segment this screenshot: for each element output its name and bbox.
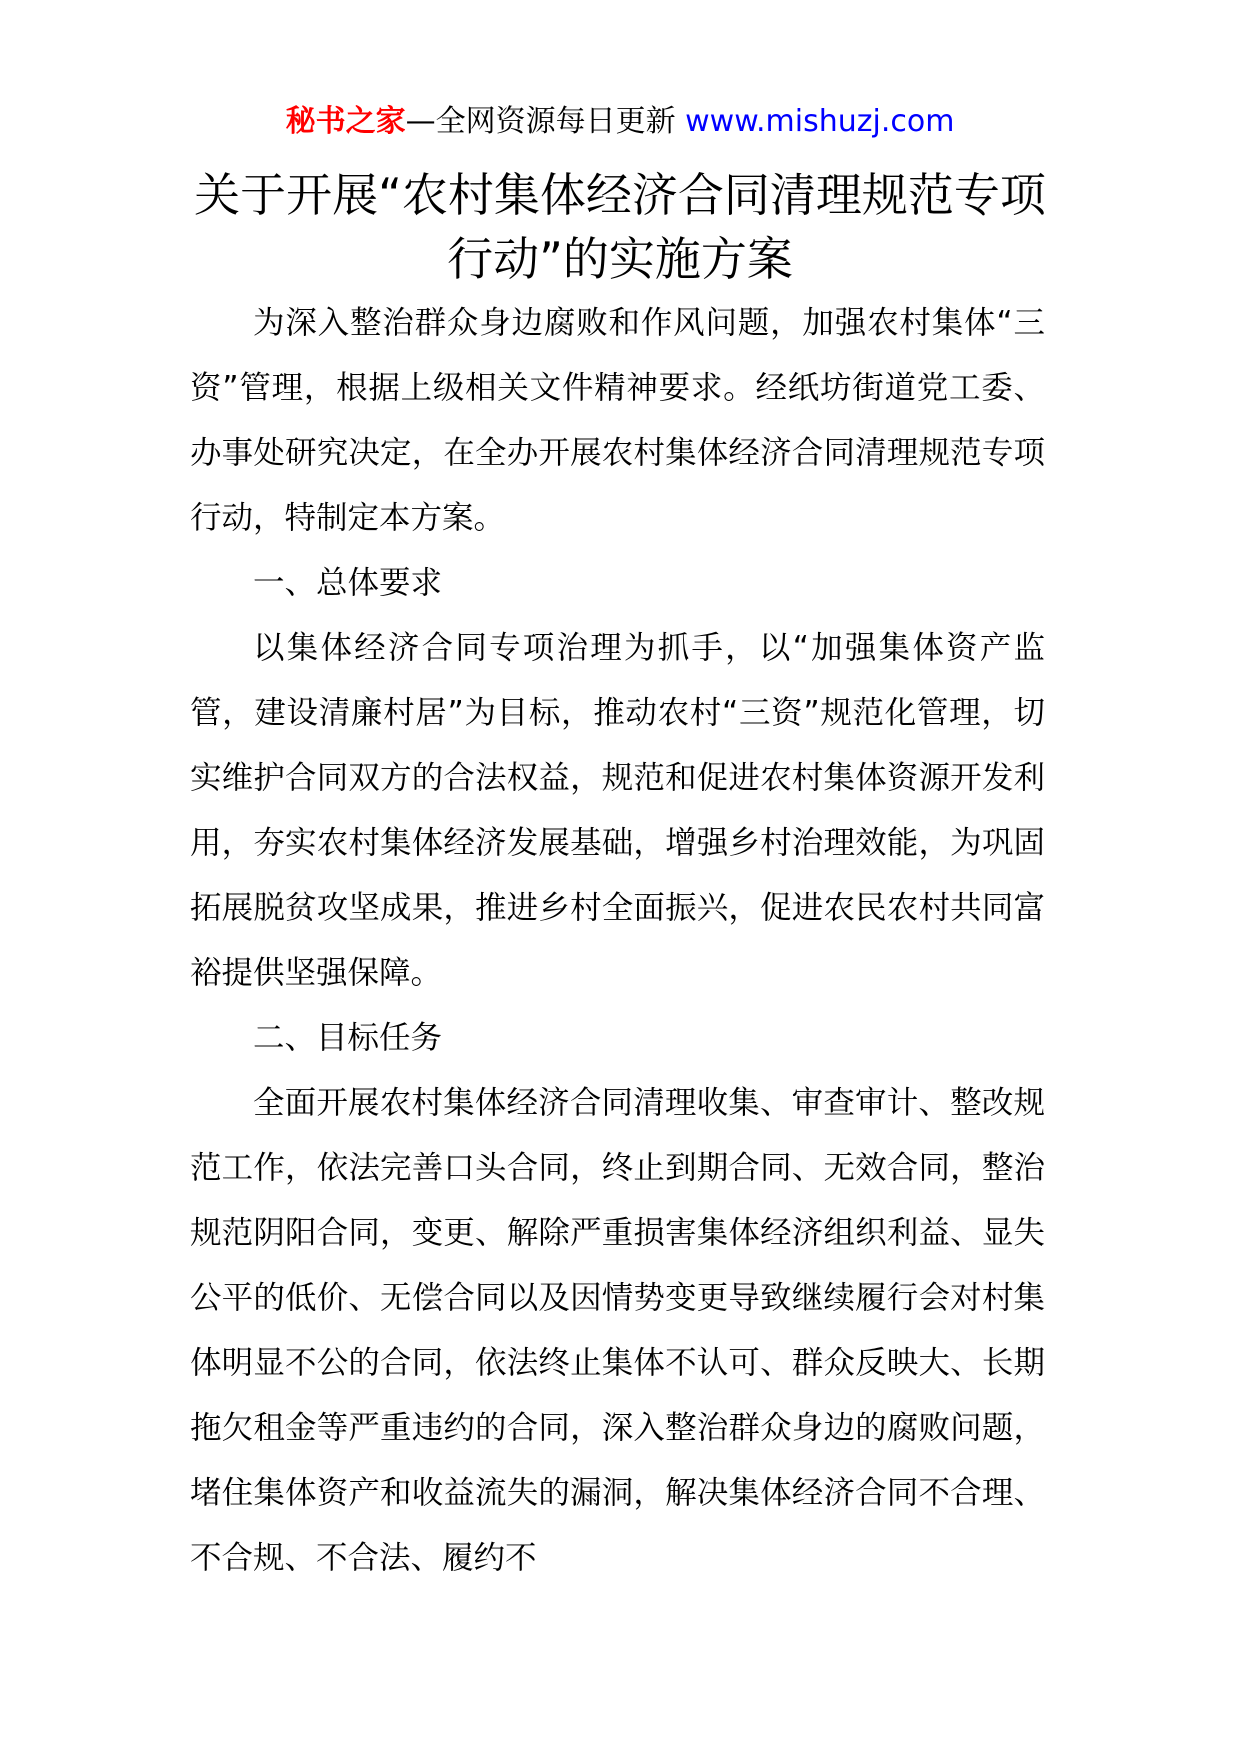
site-url-link[interactable]: www.mishuzj.com (685, 104, 955, 139)
section-heading-general-requirements: 一、总体要求 (253, 565, 443, 601)
intro-paragraph: 为深入整治群众身边腐败和作风问题，加强农村集体“三资”管理，根据上级相关文件精神要求。经纸坊街道党工委、办事处研究决定，在全办开展农村集体经济合同清理规范专项行动，特制定本方案。 (190, 305, 1045, 536)
banner-slogan: —全网资源每日更新 (405, 104, 686, 139)
document-title: 关于开展“农村集体经济合同清理规范专项行动”的实施方案 (194, 168, 1046, 286)
section-heading-objectives: 二、目标任务 (253, 1020, 443, 1056)
brand-name: 秘书之家 (285, 104, 406, 139)
objectives-paragraph: 全面开展农村集体经济合同清理收集、审查审计、整改规范工作，依法完善口头合同，终止到期合同、无效合同，整治规范阴阳合同，变更、解除严重损害集体经济组织利益、显失公平的低价、无偿合同以及因情势变更导致继续履行会对村集体明显不公的合同，依法终止集体不认可、群众反映大、长期拖欠租金等严重违约的合同，深入整治群众身边的腐败问题，堵住集体资产和收益流失的漏洞，解决集体经济合同不合理、不合规、不合法、履约不 (190, 1085, 1045, 1576)
document-body (190, 291, 1045, 1591)
general-requirements-paragraph: 以集体经济合同专项治理为抓手，以“加强集体资产监管，建设清廉村居”为目标，推动农村“三资”规范化管理，切实维护合同双方的合法权益，规范和促进农村集体资源开发利用，夯实农村集体经济发展基础，增强乡村治理效能，为巩固拓展脱贫攻坚成果，推进乡村全面振兴，促进农民农村共同富裕提供坚强保障。 (190, 630, 1045, 991)
site-banner (0, 100, 1240, 144)
